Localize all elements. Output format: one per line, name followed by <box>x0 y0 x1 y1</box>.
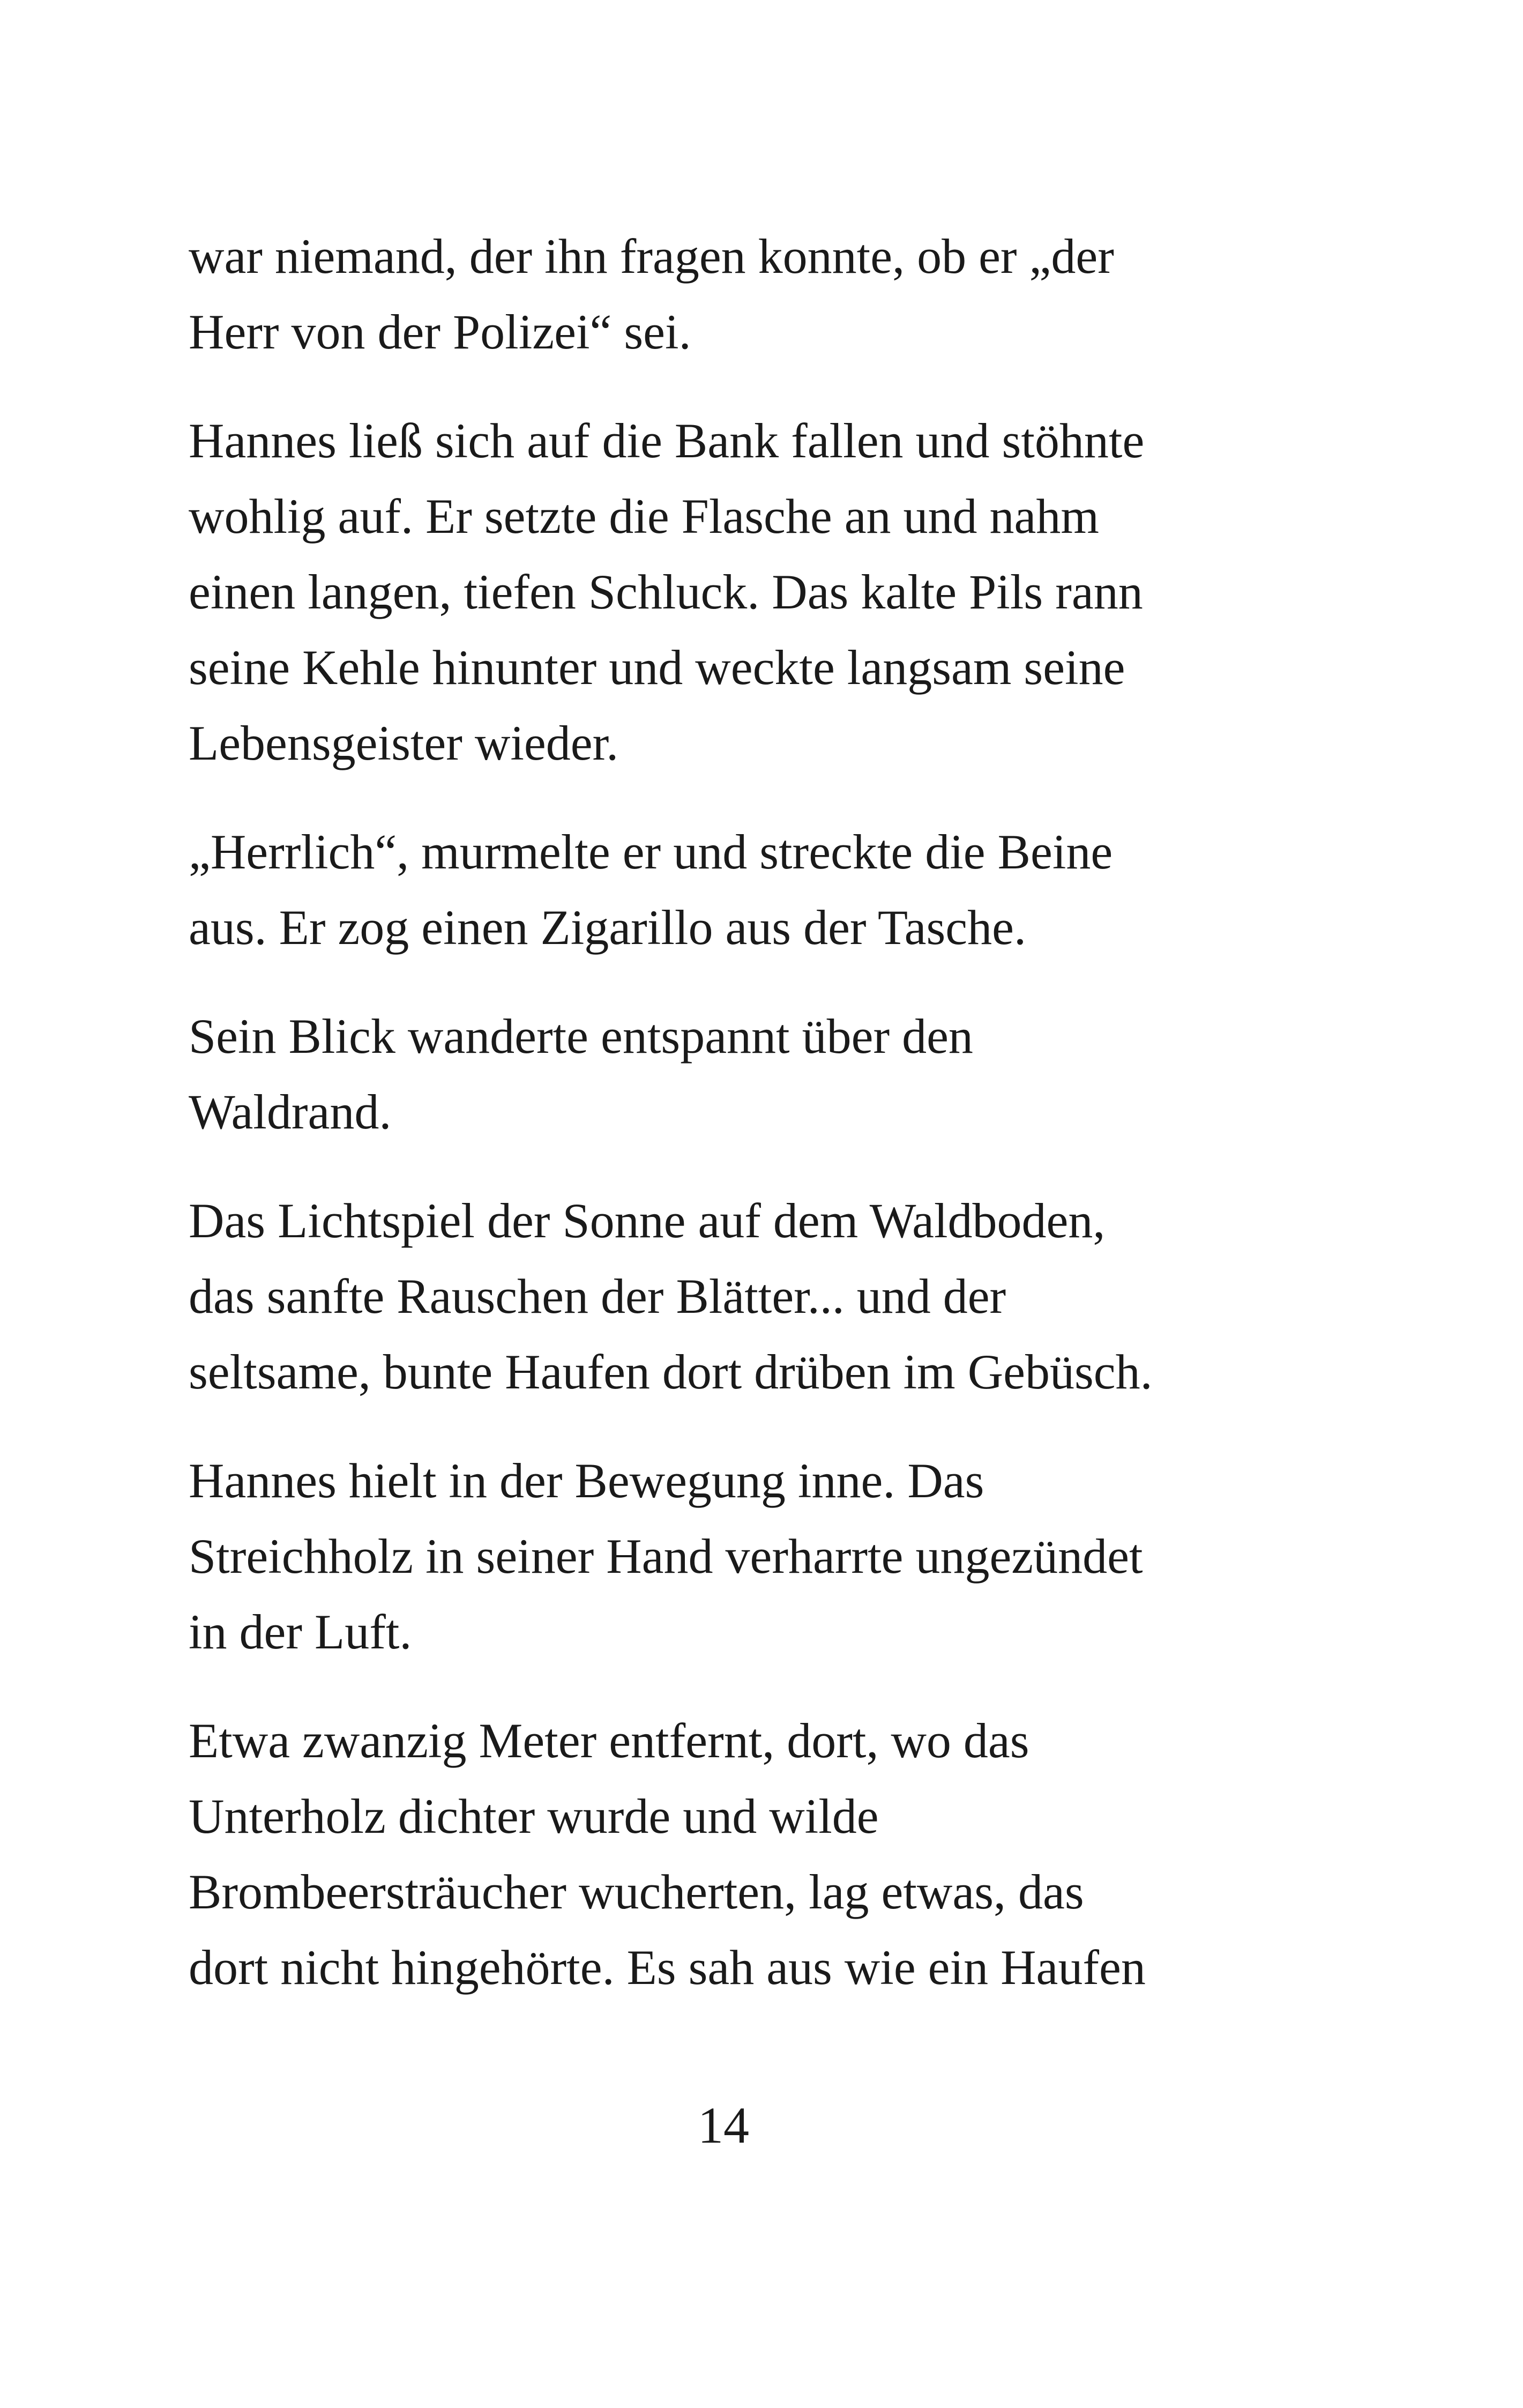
paragraph: Hannes hielt in der Bewegung inne. Das Streichholz in seiner Hand verharrte ungezündet in der Luft. <box>189 1453 1143 1659</box>
paragraph: war niemand, der ihn fragen konnte, ob er „der Herr von der Polizei“ sei. <box>189 229 1114 359</box>
paragraph: Das Lichtspiel der Sonne auf dem Waldboden, das sanfte Rauschen der Blätter... und der seltsame, bunte Haufen dort drüben im Gebüsch. <box>189 1193 1153 1399</box>
paragraph: Hannes ließ sich auf die Bank fallen und stöhnte wohlig auf. Er setzte die Flasche an und nahm einen langen, tiefen Schluck. Das kalte Pils rann seine Kehle hinunter und weckte langsam seine Lebensgeister wieder. <box>189 413 1145 770</box>
page-number: 14 <box>698 2097 749 2154</box>
paragraph: Etwa zwanzig Meter entfernt, dort, wo das Unterholz dichter wurde und wilde Brombeersträucher wucherten, lag etwas, das dort nicht hingehörte. Es sah aus wie ein Haufen <box>189 1713 1146 1995</box>
paragraph: „Herrlich“, murmelte er und streckte die Beine aus. Er zog einen Zigarillo aus der Tasche. <box>189 824 1113 955</box>
paragraph: Sein Blick wanderte entspannt über den Waldrand. <box>189 1009 973 1139</box>
body-text <box>189 219 1475 2039</box>
